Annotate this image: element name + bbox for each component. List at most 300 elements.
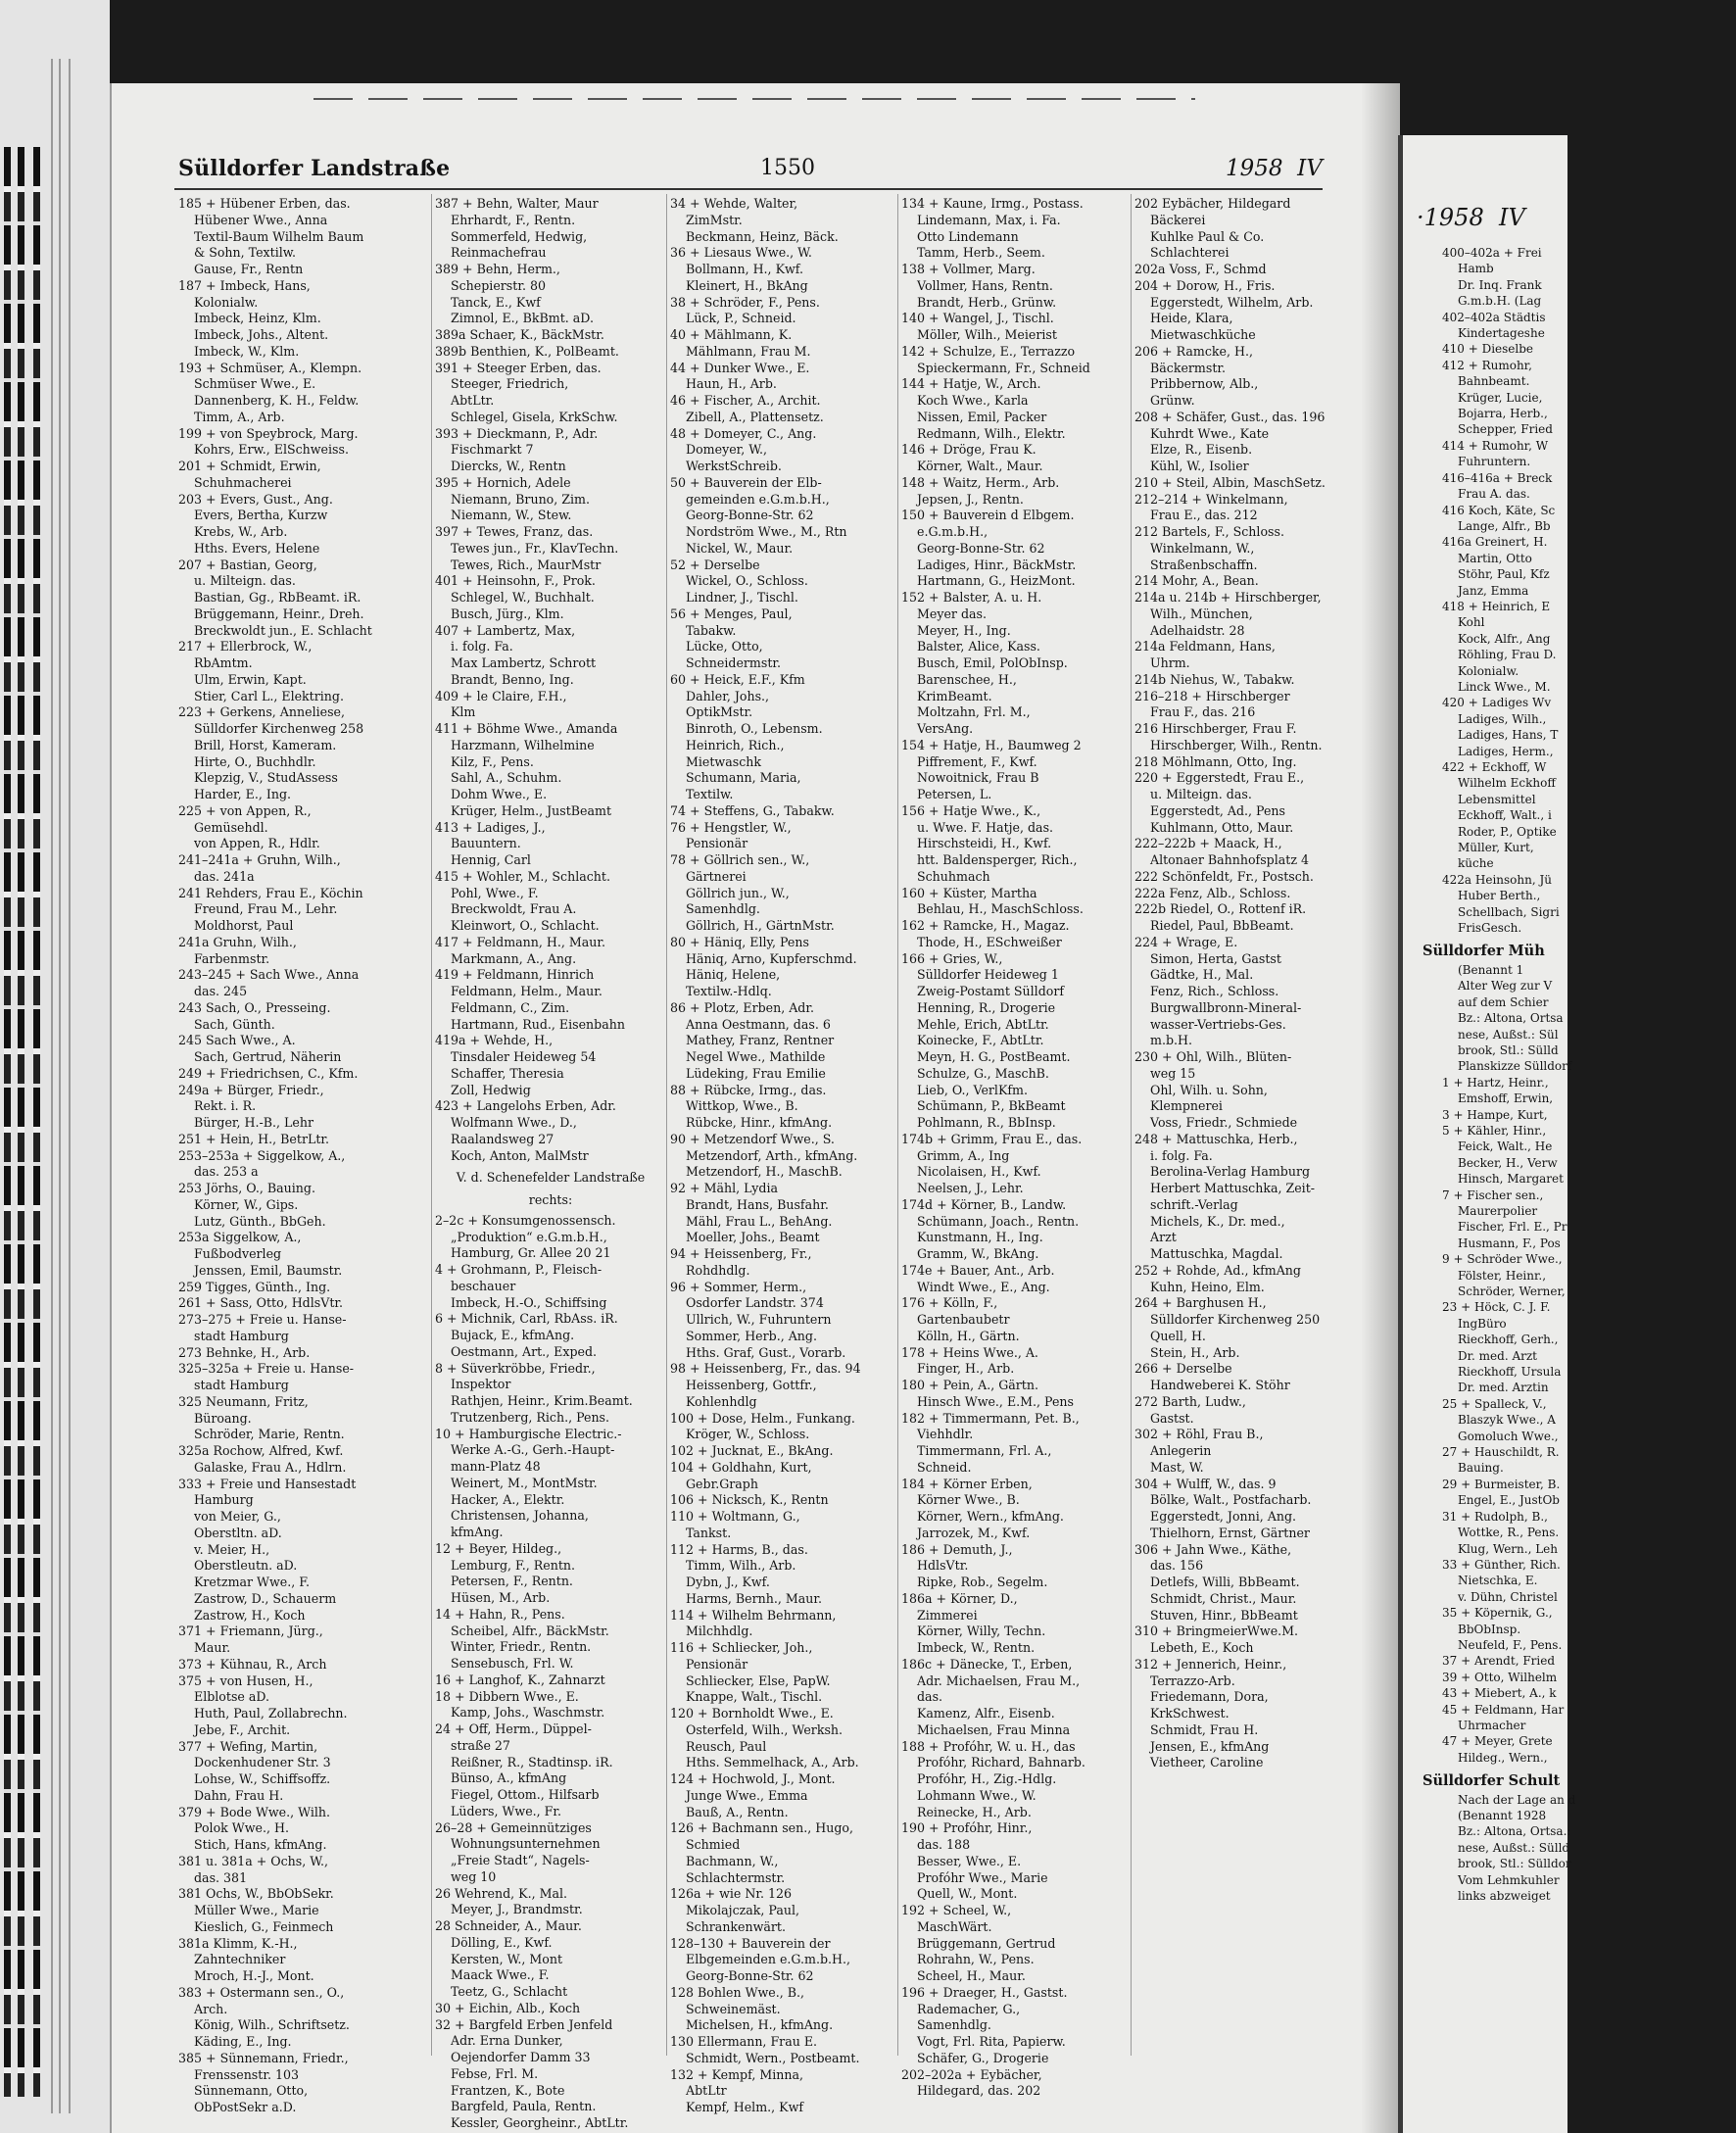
directory-entry: 400–402a + Frei bbox=[1442, 246, 1542, 260]
directory-entry: 30 + Eichin, Alb., Koch bbox=[435, 2000, 581, 2015]
directory-entry: 389b Benthien, K., PolBeamt. bbox=[435, 343, 619, 359]
directory-line: Hinsch, Margaret bbox=[1458, 1172, 1564, 1187]
directory-line: AbtLtr. bbox=[451, 393, 495, 408]
directory-line: Schepierstr. 80 bbox=[451, 277, 546, 293]
directory-line: Becker, H., Verw bbox=[1458, 1155, 1558, 1170]
directory-line: Barenschee, H., bbox=[917, 671, 1017, 687]
directory-line: Georg-Bonne-Str. 62 bbox=[917, 540, 1045, 556]
directory-line: Winter, Friedr., Rentn. bbox=[451, 1639, 592, 1655]
directory-entry: 29 + Burmeister, B. bbox=[1442, 1477, 1561, 1491]
directory-line: Adr. Michaelsen, Frau M., bbox=[917, 1672, 1081, 1688]
directory-entry: 190 + Profóhr, Hinr., bbox=[901, 1820, 1033, 1836]
directory-line: Stier, Carl L., Elektring. bbox=[194, 688, 344, 703]
directory-line: Bz.: Altona, Ortsa.: bbox=[1458, 1824, 1571, 1839]
directory-line: Kieslich, G., Feinmech bbox=[194, 1918, 334, 1934]
directory-entry: 35 + Köpernik, G., bbox=[1442, 1606, 1553, 1621]
directory-line: Klempnerei bbox=[1150, 1098, 1223, 1114]
directory-line: Schmüser Wwe., E. bbox=[194, 376, 316, 392]
directory-line: Kohlenhdlg bbox=[686, 1393, 757, 1409]
directory-entry: 186c + Dänecke, T., Erben, bbox=[901, 1656, 1073, 1672]
directory-line: Sülldorfer Heideweg 1 bbox=[917, 967, 1059, 983]
directory-line: Kühl, W., Isolier bbox=[1150, 459, 1249, 473]
directory-entry: 411 + Böhme Wwe., Amanda bbox=[435, 721, 618, 736]
directory-line: Imbeck, W., Rentn. bbox=[917, 1640, 1036, 1655]
directory-line: Hamburg bbox=[194, 1492, 254, 1508]
directory-entry: 253 Jörhs, O., Bauing. bbox=[178, 1181, 315, 1195]
directory-line: Rieckhoff, Ursula bbox=[1458, 1365, 1562, 1380]
directory-entry: 381 u. 381a + Ochs, W., bbox=[178, 1853, 328, 1868]
directory-line: Mikolajczak, Paul, bbox=[686, 1903, 799, 1917]
directory-line: Bürger, H.-B., Lehr bbox=[194, 1115, 313, 1130]
directory-line: Bünso, A., kfmAng bbox=[451, 1770, 567, 1786]
directory-line: WerkstSchreib. bbox=[686, 459, 782, 473]
directory-line: Knappe, Walt., Tischl. bbox=[686, 1689, 823, 1705]
directory-line: Sommerfeld, Hedwig, bbox=[451, 228, 588, 244]
directory-line: Neufeld, F., Pens. bbox=[1458, 1637, 1563, 1652]
directory-line: Lindner, J., Tischl. bbox=[686, 590, 798, 605]
directory-line: Koinecke, F., AbtLtr. bbox=[917, 1033, 1044, 1048]
directory-entry: 102 + Jucknat, E., BkAng. bbox=[670, 1443, 834, 1458]
directory-entry: 212–214 + Winkelmann, bbox=[1134, 491, 1288, 507]
directory-line: Harzmann, Wilhelmine bbox=[451, 737, 595, 752]
directory-line: Jenssen, Emil, Baumstr. bbox=[194, 1262, 343, 1278]
directory-entry: 146 + Dröge, Frau K. bbox=[901, 442, 1037, 458]
directory-entry: 224 + Wrage, E. bbox=[1134, 934, 1238, 949]
directory-line: Spieckermann, Fr., Schneid bbox=[917, 360, 1090, 375]
directory-line: Trutzenberg, Rich., Pens. bbox=[451, 1409, 610, 1425]
directory-line: Reißner, R., Stadtinsp. iR. bbox=[451, 1754, 613, 1769]
directory-line: Kamp, Johs., Waschmstr. bbox=[451, 1705, 605, 1721]
directory-entry: 253a Siggelkow, A., bbox=[178, 1230, 302, 1245]
directory-line: Scheel, H., Maur. bbox=[917, 1968, 1026, 1983]
directory-entry: 245 Sach Wwe., A. bbox=[178, 1033, 296, 1048]
directory-line: Osdorfer Landstr. 374 bbox=[686, 1295, 824, 1311]
directory-line: Ulm, Erwin, Kapt. bbox=[194, 671, 307, 687]
directory-entry: 48 + Domeyer, C., Ang. bbox=[670, 425, 817, 441]
directory-line: Brandt, Hans, Busfahr. bbox=[686, 1196, 829, 1212]
directory-line: Milchhdlg. bbox=[686, 1624, 753, 1639]
directory-entry: 214 Mohr, A., Bean. bbox=[1134, 573, 1259, 589]
directory-entry: 152 + Balster, A. u. H. bbox=[901, 590, 1042, 605]
directory-line: Diercks, W., Rentn bbox=[451, 459, 566, 473]
directory-line: Sahl, A., Schuhm. bbox=[451, 770, 562, 786]
directory-line: Kleinert, H., BkAng bbox=[686, 277, 808, 293]
directory-line: Roder, P., Optike bbox=[1458, 824, 1557, 839]
directory-entry: 230 + Ohl, Wilh., Blüten- bbox=[1134, 1049, 1292, 1064]
directory-line: Jarrozek, M., Kwf. bbox=[917, 1525, 1031, 1540]
directory-line: Arch. bbox=[194, 2001, 228, 2016]
directory-entry: 23 + Höck, C. J. F. bbox=[1442, 1300, 1551, 1315]
directory-entry: 223 + Gerkens, Anneliese, bbox=[178, 704, 345, 720]
directory-entry: 94 + Heissenberg, Fr., bbox=[670, 1246, 812, 1261]
directory-line: Wittkop, Wwe., B. bbox=[686, 1098, 798, 1114]
directory-line: Jensen, E., kfmAng bbox=[1150, 1738, 1270, 1754]
directory-line: Fölster, Heinr., bbox=[1458, 1268, 1547, 1283]
directory-line: Brandt, Benno, Ing. bbox=[451, 671, 574, 687]
directory-line: Kempf, Helm., Kwf bbox=[686, 2100, 804, 2114]
directory-line: Lohmann Wwe., W. bbox=[917, 1787, 1037, 1803]
directory-line: Mählmann, Frau M. bbox=[686, 343, 811, 359]
directory-line: Fischer, Frl. E., Pr bbox=[1458, 1220, 1567, 1235]
directory-entry: 416–416a + Breck bbox=[1442, 470, 1553, 485]
directory-line: Eggerstedt, Wilhelm, Arb. bbox=[1150, 294, 1314, 310]
directory-line: Rohdhdlg. bbox=[686, 1262, 750, 1278]
directory-line: Pohl, Wwe., F. bbox=[451, 885, 539, 900]
directory-line: Blaszyk Wwe., A bbox=[1458, 1413, 1556, 1428]
directory-line: Schepper, Fried bbox=[1458, 422, 1553, 437]
directory-line: Piffrement, F., Kwf. bbox=[917, 753, 1037, 769]
directory-line: Arzt bbox=[1150, 1230, 1177, 1245]
directory-line: Vom Lehmkuhler bbox=[1458, 1872, 1560, 1887]
directory-line: beschauer bbox=[451, 1278, 516, 1293]
directory-entry: 148 + Waitz, Herm., Arb. bbox=[901, 474, 1060, 490]
directory-line: Dybn, J., Kwf. bbox=[686, 1575, 770, 1589]
directory-entry: 216–218 + Hirschberger bbox=[1134, 688, 1290, 703]
directory-entry: 176 + Kölln, F., bbox=[901, 1295, 998, 1311]
directory-line: Krüger, Lucie, bbox=[1458, 390, 1543, 405]
directory-entry: 212 Bartels, F., Schloss. bbox=[1134, 524, 1284, 539]
directory-line: Zastrow, H., Koch bbox=[194, 1607, 306, 1623]
directory-line: KrimBeamt. bbox=[917, 688, 992, 703]
directory-line: Handweberei K. Stöhr bbox=[1150, 1378, 1290, 1392]
directory-line: Stein, H., Arb. bbox=[1150, 1344, 1240, 1360]
directory-line: Alter Weg zur V bbox=[1458, 979, 1553, 994]
directory-line: Feick, Walt., He bbox=[1458, 1139, 1553, 1154]
directory-line: BbObInsp. bbox=[1458, 1622, 1521, 1636]
directory-line: Viethеer, Caroline bbox=[1150, 1755, 1264, 1770]
directory-line: Martin, Otto bbox=[1458, 551, 1532, 565]
directory-line: Dölling, E., Kwf. bbox=[451, 1934, 553, 1950]
directory-entry: 395 + Hornich, Adele bbox=[435, 474, 571, 490]
directory-line: Dr. med. Arztin bbox=[1458, 1381, 1549, 1395]
directory-entry: 184 + Körner Erben, bbox=[901, 1476, 1033, 1491]
directory-line: Lüdeking, Frau Emilie bbox=[686, 1065, 826, 1081]
directory-entry: 393 + Dieckmann, P., Adr. bbox=[435, 425, 599, 441]
directory-entry: 218 Möhlmann, Otto, Ing. bbox=[1134, 753, 1297, 769]
directory-line: Dockenhudener Str. 3 bbox=[194, 1755, 331, 1770]
directory-line: Eggerstedt, Jonni, Ang. bbox=[1150, 1509, 1297, 1524]
directory-entry: 202 Eybächer, Hildegard bbox=[1134, 196, 1291, 211]
directory-entry: 40 + Mählmann, K. bbox=[670, 327, 793, 342]
directory-line: Bauing. bbox=[1458, 1461, 1504, 1476]
edge-line bbox=[51, 59, 53, 2113]
directory-entry: 124 + Hochwold, J., Mont. bbox=[670, 1771, 836, 1786]
directory-line: Scheibel, Alfr., BäckMstr. bbox=[451, 1623, 609, 1638]
directory-line: Nach der Lage an d bbox=[1458, 1792, 1576, 1807]
directory-line: Altonaer Bahnhofsplatz 4 bbox=[1150, 852, 1309, 867]
directory-entry: 166 + Gries, W., bbox=[901, 950, 1003, 966]
directory-line: Hinsch Wwe., E.M., Pens bbox=[917, 1393, 1074, 1409]
directory-line: Petersen, F., Rentn. bbox=[451, 1574, 573, 1589]
directory-line: Lieb, O., VerlKfm. bbox=[917, 1082, 1028, 1097]
directory-entry: 210 + Steil, Albin, MaschSetz. bbox=[1134, 474, 1326, 490]
directory-line: Lohse, W., Schiffsoffz. bbox=[194, 1771, 331, 1786]
directory-entry: 241–241a + Gruhn, Wilh., bbox=[178, 852, 341, 867]
directory-line: Bölke, Walt., Postfacharb. bbox=[1150, 1492, 1312, 1508]
directory-line: Textilw.-Hdlq. bbox=[686, 984, 772, 998]
directory-line: Hartmann, G., HeizMont. bbox=[917, 573, 1076, 589]
directory-line: Dr. med. Arzt bbox=[1458, 1348, 1538, 1363]
directory-line: Imbeck, W., Klm. bbox=[194, 343, 300, 359]
directory-line: Imbeck, Heinz, Klm. bbox=[194, 311, 321, 326]
directory-column-5 bbox=[1134, 196, 1360, 2058]
directory-line: Mehle, Erich, AbtLtr. bbox=[917, 1016, 1049, 1032]
directory-line: Zahntechniker bbox=[194, 1952, 286, 1967]
directory-line: von Appen, R., Hdlr. bbox=[194, 836, 320, 851]
directory-entry: 208 + Schäfer, Gust., das. 196 bbox=[1134, 409, 1326, 424]
directory-line: Fischmarkt 7 bbox=[451, 442, 534, 458]
directory-line: Profóhr, Richard, Bahnarb. bbox=[917, 1755, 1085, 1770]
directory-entry: 272 Barth, Ludw., bbox=[1134, 1393, 1246, 1409]
directory-line: Adr. Erna Dunker, bbox=[451, 2033, 563, 2049]
directory-entry: 217 + Ellerbrock, W., bbox=[178, 639, 313, 654]
directory-line: Schulze, G., MaschB. bbox=[917, 1065, 1049, 1081]
directory-entry: 192 + Scheel, W., bbox=[901, 1903, 1012, 1917]
directory-line: Schneid. bbox=[917, 1459, 972, 1475]
directory-line: Gebr.Graph bbox=[686, 1476, 758, 1491]
directory-entry: 241 Rehders, Frau E., Köchin bbox=[178, 885, 363, 900]
directory-entry: 180 + Pein, A., Gärtn. bbox=[901, 1378, 1038, 1392]
directory-line: Galaske, Frau A., Hdlrn. bbox=[194, 1459, 347, 1475]
directory-line: v. Dühn, Christel bbox=[1458, 1589, 1558, 1604]
directory-line: Ohl, Wilh. u. Sohn, bbox=[1150, 1082, 1268, 1097]
directory-line: Max Lambertz, Schrott bbox=[451, 655, 597, 670]
directory-entry: 249 + Friedrichsen, C., Kfm. bbox=[178, 1065, 359, 1081]
directory-line: Kock, Alfr., Ang bbox=[1458, 631, 1551, 646]
directory-entry: 44 + Dunker Wwe., E. bbox=[670, 360, 810, 375]
directory-line: Kersten, W., Mont bbox=[451, 1951, 563, 1966]
directory-entry: 174e + Bauer, Ant., Arb. bbox=[901, 1262, 1055, 1278]
directory-line: KrkSchwest. bbox=[1150, 1706, 1230, 1721]
directory-entry: 249a + Bürger, Friedr., bbox=[178, 1082, 324, 1097]
directory-line: Bastian, Gg., RbBeamt. iR. bbox=[194, 590, 362, 605]
directory-entry: 162 + Ramcke, H., Magaz. bbox=[901, 918, 1070, 933]
directory-line: Gastst. bbox=[1150, 1410, 1194, 1426]
directory-line: Maack Wwe., F. bbox=[451, 1967, 550, 1983]
directory-line: „Produktion“ e.G.m.b.H., bbox=[451, 1229, 607, 1244]
directory-entry: 206 + Ramcke, H., bbox=[1134, 343, 1253, 359]
edge-line bbox=[59, 59, 61, 2113]
directory-line: Terrazzo-Arb. bbox=[1150, 1672, 1235, 1688]
directory-line: Schweinemäst. bbox=[686, 2001, 781, 2016]
directory-entry: 160 + Küster, Martha bbox=[901, 885, 1037, 900]
directory-line: Otto Lindemann bbox=[917, 228, 1019, 244]
directory-line: Schneidermstr. bbox=[686, 655, 782, 670]
directory-line: Göllrich jun., W., bbox=[686, 885, 790, 900]
directory-line: Gramm, W., BkAng. bbox=[917, 1246, 1039, 1261]
directory-line: Thielhorn, Ernst, Gärtner bbox=[1150, 1525, 1310, 1540]
directory-line: Engel, E., JustOb bbox=[1458, 1493, 1560, 1508]
directory-entry: 45 + Feldmann, Har bbox=[1442, 1702, 1565, 1717]
directory-line: Lemburg, F., Rentn. bbox=[451, 1557, 576, 1573]
directory-entry: 38 + Schröder, F., Pens. bbox=[670, 294, 820, 310]
directory-line: Samenhdlg. bbox=[917, 2017, 991, 2033]
directory-entry: 132 + Kempf, Minna, bbox=[670, 2066, 803, 2082]
column-divider bbox=[1131, 194, 1132, 2056]
section-heading: V. d. Schenefelder Landstraße bbox=[456, 1170, 646, 1186]
directory-line: Profóhr, H., Zig.-Hdlg. bbox=[917, 1771, 1057, 1786]
directory-line: Tewes jun., Fr., KlavTechn. bbox=[451, 540, 619, 556]
directory-line: Michaelsen, Frau Minna bbox=[917, 1721, 1071, 1737]
directory-entry: 32 + Bargfeld Erben Jenfeld bbox=[435, 2016, 613, 2032]
directory-line: Voss, Friedr., Schmiede bbox=[1150, 1115, 1298, 1130]
directory-entry: 252 + Rohde, Ad., kfmAng bbox=[1134, 1262, 1301, 1278]
directory-line: Vollmer, Hans, Rentn. bbox=[917, 277, 1053, 293]
directory-line: Berolina-Verlag Hamburg bbox=[1150, 1164, 1311, 1180]
directory-line: Sensebusch, Frl. W. bbox=[451, 1656, 574, 1671]
directory-line: Rathjen, Heinr., Krim.Beamt. bbox=[451, 1393, 633, 1408]
directory-line: Bargfeld, Paula, Rentn. bbox=[451, 2099, 597, 2114]
directory-line: Kröger, W., Schloss. bbox=[686, 1427, 810, 1442]
directory-line: Frenssenstr. 103 bbox=[194, 2066, 300, 2082]
directory-entry: 222b Riedel, O., Rottenf iR. bbox=[1134, 901, 1307, 917]
directory-entry: 112 + Harms, B., das. bbox=[670, 1541, 808, 1557]
directory-line: Feldmann, Helm., Maur. bbox=[451, 984, 603, 998]
directory-line: Inspektor bbox=[451, 1377, 511, 1392]
directory-entry: 387 + Behn, Walter, Maur bbox=[435, 196, 599, 211]
directory-line: Textilw. bbox=[686, 787, 734, 801]
directory-entry: 401 + Heinsohn, F., Prok. bbox=[435, 573, 596, 589]
directory-line: Teetz, G., Schlacht bbox=[451, 1984, 568, 1999]
directory-line: Markmann, A., Ang. bbox=[451, 950, 577, 966]
directory-line: Besser, Wwe., E. bbox=[917, 1853, 1022, 1868]
directory-line: Häniq, Arno, Kupferschmd. bbox=[686, 950, 857, 966]
directory-line: Mietwaschk bbox=[686, 753, 761, 769]
directory-entry: 76 + Hengstler, W., bbox=[670, 819, 792, 835]
directory-line: G.m.b.H. (Lag bbox=[1458, 294, 1542, 309]
directory-entry: 182 + Timmermann, Pet. B., bbox=[901, 1410, 1080, 1426]
directory-entry: 304 + Wulff, W., das. 9 bbox=[1134, 1476, 1277, 1491]
directory-line: das. 156 bbox=[1150, 1558, 1204, 1574]
directory-line: Reinmachefrau bbox=[451, 245, 547, 261]
directory-entry: 204 + Dorow, H., Fris. bbox=[1134, 277, 1276, 293]
directory-line: Huber Berth., bbox=[1458, 889, 1541, 903]
directory-entry: 186a + Körner, D., bbox=[901, 1590, 1018, 1606]
directory-line: Metzendorf, Arth., kfmAng. bbox=[686, 1147, 858, 1163]
directory-entry: 130 Ellermann, Frau E. bbox=[670, 2034, 818, 2049]
directory-line: Kuhn, Heino, Elm. bbox=[1150, 1279, 1265, 1294]
directory-line: Eckhoff, Walt., i bbox=[1458, 808, 1552, 823]
directory-line: Busch, Emil, PolObInsp. bbox=[917, 655, 1068, 670]
directory-entry: 6 + Michnik, Carl, RbAss. iR. bbox=[435, 1311, 618, 1327]
directory-line: Hacker, A., Elektr. bbox=[451, 1491, 565, 1507]
directory-line: Hübener Wwe., Anna bbox=[194, 212, 328, 227]
book-edges bbox=[0, 0, 110, 2133]
directory-line: Kuhlmann, Otto, Maur. bbox=[1150, 819, 1294, 835]
directory-entry: 5 + Kähler, Hinr., bbox=[1442, 1123, 1547, 1138]
directory-line: Hildeg., Wern., bbox=[1458, 1750, 1548, 1765]
directory-line: Steeger, Friedrich, bbox=[451, 376, 569, 392]
directory-entry: 104 + Goldhahn, Kurt, bbox=[670, 1459, 812, 1475]
directory-line: nese, Außst.: Sül bbox=[1458, 1027, 1559, 1042]
directory-line: AbtLtr bbox=[686, 2083, 727, 2099]
directory-line: Dahn, Frau H. bbox=[194, 1787, 284, 1803]
directory-line: Zweig-Postamt Sülldorf bbox=[917, 984, 1065, 998]
directory-line: Hennig, Carl bbox=[451, 852, 531, 867]
directory-line: Frau A. das. bbox=[1458, 487, 1530, 502]
directory-line: Nissen, Emil, Packer bbox=[917, 409, 1047, 424]
directory-line: Michelsen, H., kfmAng. bbox=[686, 2017, 834, 2033]
directory-entry: 128–130 + Bauverein der bbox=[670, 1935, 831, 1951]
directory-entry: 1 + Hartz, Heinr., bbox=[1442, 1075, 1549, 1090]
directory-line: Tankst. bbox=[686, 1525, 732, 1540]
directory-entry: 24 + Off, Herm., Düppel- bbox=[435, 1721, 592, 1736]
directory-line: Redmann, Wilh., Elektr. bbox=[917, 425, 1066, 441]
directory-line: Brüggemann, Gertrud bbox=[917, 1935, 1056, 1951]
directory-entry: 86 + Plotz, Erben, Adr. bbox=[670, 999, 815, 1015]
directory-line: das. 253 a bbox=[194, 1164, 259, 1180]
directory-line: HdlsVtr. bbox=[917, 1558, 969, 1574]
directory-line: „Freie Stadt“, Nagels- bbox=[451, 1853, 590, 1867]
section-heading: rechts: bbox=[528, 1192, 573, 1207]
directory-line: nese, Außst.: Sülld bbox=[1458, 1840, 1570, 1855]
page-year bbox=[1226, 156, 1323, 181]
directory-line: Oberstltn. aD. bbox=[194, 1525, 282, 1540]
directory-entry: 26–28 + Gemeinnütziges bbox=[435, 1819, 592, 1835]
directory-line: Weinert, M., MontMstr. bbox=[451, 1475, 598, 1490]
directory-line: Oestmann, Art., Exped. bbox=[451, 1343, 598, 1359]
directory-entry: 203 + Evers, Gust., Ang. bbox=[178, 491, 333, 507]
directory-entry: 412 + Rumohr, bbox=[1442, 358, 1532, 372]
directory-line: stadt Hamburg bbox=[194, 1328, 289, 1343]
directory-entry: 74 + Steffens, G., Tabakw. bbox=[670, 802, 835, 818]
directory-entry: 410 + Dieselbe bbox=[1442, 342, 1534, 357]
directory-line: Viehhdlr. bbox=[917, 1427, 974, 1442]
directory-entry: 416a Greinert, H. bbox=[1442, 535, 1548, 550]
directory-line: Bz.: Altona, Ortsa bbox=[1458, 1011, 1564, 1026]
page-gutter-shadow bbox=[1361, 83, 1400, 2133]
directory-line: Samenhdlg. bbox=[686, 901, 760, 917]
directory-line: Kunstmann, H., Ing. bbox=[917, 1230, 1043, 1245]
directory-line: Ladiges, Wilh., bbox=[1458, 711, 1547, 726]
directory-line: Hths. Graf, Gust., Vorarb. bbox=[686, 1344, 846, 1360]
directory-line: Schlachtermstr. bbox=[686, 1869, 786, 1885]
directory-line: Mietwaschküche bbox=[1150, 327, 1256, 342]
directory-line: Gärtnerei bbox=[686, 868, 747, 884]
directory-line: Zoll, Hedwig bbox=[451, 1082, 531, 1097]
directory-entry: 302 + Röhl, Frau B., bbox=[1134, 1427, 1264, 1442]
directory-entry: 419a + Wehde, H., bbox=[435, 1033, 554, 1048]
directory-line: Hirschsteidi, H., Kwf. bbox=[917, 836, 1052, 851]
directory-entry: 18 + Dibbern Wwe., E. bbox=[435, 1688, 579, 1704]
directory-entry: 39 + Otto, Wilhelm bbox=[1442, 1670, 1558, 1684]
directory-line: Tanck, E., Kwf bbox=[451, 294, 541, 310]
directory-line: Bojarra, Herb., bbox=[1458, 407, 1548, 421]
directory-line: Neelsen, J., Lehr. bbox=[917, 1181, 1024, 1195]
directory-line: v. Meier, H., bbox=[194, 1541, 270, 1557]
directory-line: Uhrmacher bbox=[1458, 1718, 1526, 1732]
directory-entry: 413 + Ladiges, J., bbox=[435, 819, 546, 835]
directory-line: Henning, R., Drogerie bbox=[917, 999, 1056, 1015]
directory-entry: 100 + Dose, Helm., Funkang. bbox=[670, 1410, 855, 1426]
directory-line: Schuhmach bbox=[917, 868, 990, 884]
directory-line: Schmidt, Wern., Postbeamt. bbox=[686, 2050, 860, 2065]
directory-entry: 214a u. 214b + Hirschberger, bbox=[1134, 590, 1322, 605]
directory-line: Anlegerin bbox=[1150, 1443, 1212, 1458]
directory-line: gemeinden e.G.m.b.H., bbox=[686, 491, 830, 507]
directory-entry: 371 + Friemann, Jürg., bbox=[178, 1624, 323, 1639]
directory-entry: 26 Wehrend, K., Mal. bbox=[435, 1885, 568, 1901]
directory-line: links abzweiget bbox=[1458, 1889, 1551, 1904]
directory-entry: 264 + Barghusen H., bbox=[1134, 1295, 1267, 1311]
directory-line: Wolfmann Wwe., D., bbox=[451, 1115, 577, 1130]
directory-entry: 126 + Bachmann sen., Hugo, bbox=[670, 1820, 853, 1836]
directory-line: Kamenz, Alfr., Eisenb. bbox=[917, 1706, 1055, 1721]
directory-line: Bujack, E., kfmAng. bbox=[451, 1328, 575, 1342]
directory-line: Hamburg, Gr. Allee 20 21 bbox=[451, 1245, 611, 1261]
directory-line: Stöhr, Paul, Kfz bbox=[1458, 567, 1550, 582]
directory-line: das. bbox=[917, 1689, 943, 1705]
